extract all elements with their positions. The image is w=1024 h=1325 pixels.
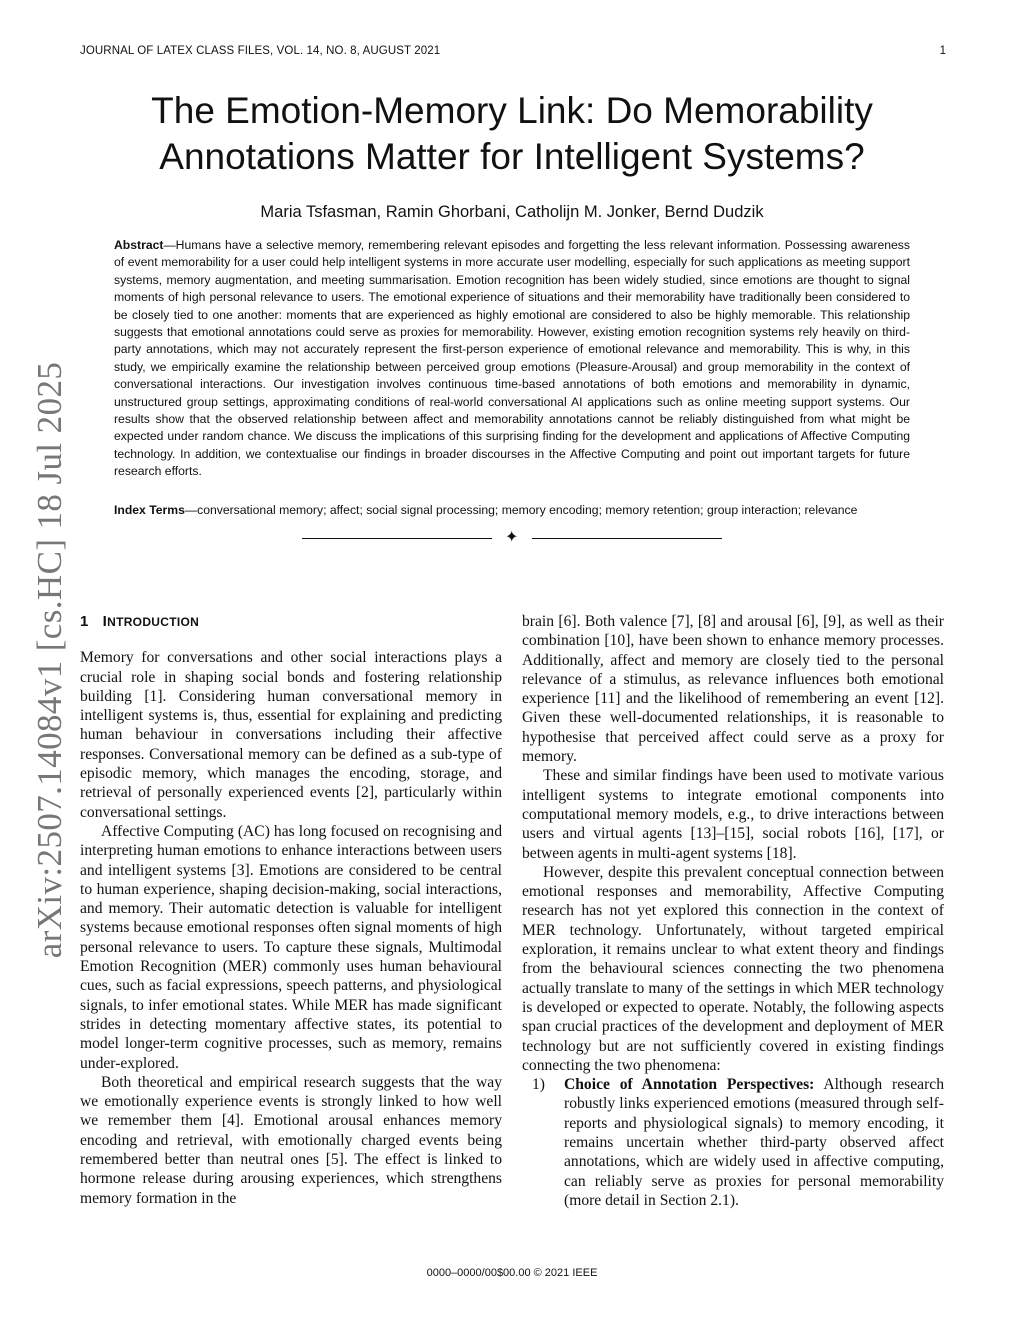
list-item-text: Although research robustly links experienced emotions (measured through self-reports and physiological signals) to memory encoding, it remains uncertain whether third-party observed affect annotations, which are widely used in affective computing, can reliably serve as proxies for personal memorability (more detail in Section 2.1). bbox=[564, 1076, 944, 1209]
arxiv-stamp: arXiv:2507.14084v1 [cs.HC] 18 Jul 2025 bbox=[30, 361, 69, 959]
paper-title: The Emotion-Memory Link: Do Memorability Annotations Matter for Intelligent Systems? bbox=[151, 90, 873, 177]
intro-paragraph-6: However, despite this prevalent conceptual connection between emotional responses and memorability, Affective Computing research has not yet explored this connection in the context of MER technology. Unfortunately, without targeted empirical exploration, it remains unclear to what extent theory and findings from the behavioural sciences connecting the two phenomena actually translate to many of the settings in which MER technology is developed or expected to operate. Notably, the following aspects span crucial practices of the development and deployment of MER technology but are not sufficiently covered in existing findings connecting the two phenomena: bbox=[522, 863, 944, 1074]
intro-paragraph-1: Memory for conversations and other social interactions plays a crucial role in shaping social bonds and fostering relationship building [1]. Considering human conversational memory in intelligent systems is, thus, essential for explaining and predicting human behaviour in conversations including their affective responses. Conversational memory can be defined as a sub-type of episodic memory, which manages the encoding, storage, and retrieval of personally experienced events [2], particularly within conversational settings. bbox=[80, 649, 502, 821]
abstract bbox=[114, 237, 910, 481]
divider-line-right bbox=[532, 538, 722, 539]
right-column bbox=[522, 612, 944, 1210]
divider-line-left bbox=[302, 538, 492, 539]
index-terms-label: Index Terms bbox=[114, 503, 185, 517]
list-item bbox=[522, 1075, 944, 1210]
intro-paragraph-4: brain [6]. Both valence [7], [8] and arousal [6], [9], as well as their combination [10], have been shown to enhance memory processes. Additionally, affect and memory are closely tied to the personal relevance of a stimulus, as relevance influences both emotional experience [11] and the likelihood of remembering an event [12]. Given these well-documented relationships, it is reasonable to hypothesise that perceived affect could serve as a proxy for memory. bbox=[522, 613, 944, 766]
list-item-body bbox=[564, 1075, 944, 1210]
divider-diamond-icon: ✦ bbox=[505, 529, 519, 546]
list-marker: 1) bbox=[532, 1076, 545, 1094]
intro-paragraph-3: Both theoretical and empirical research suggests that the way we emotionally experience events is strongly linked to how well we remember them [4]. Emotional arousal enhances memory encoding and retrieval, with emotionally charged events being remembered better than neutral ones [5]. The effect is linked to hormone release during arousing experiences, which strengthens memory formation in the bbox=[80, 1073, 502, 1207]
abstract-text: —Humans have a selective memory, remembering relevant episodes and forgetting the less relevant information. Possessing awareness of event memorability for a user could help intelligent systems in more accurate user modelling, especially for such applications as meeting support systems, memory augmentation, and meeting summarisation. Emotion recognition has been widely studied, since emotions are thought to signal moments of high personal relevance to users. The emotional experience of situations and their memorability have traditionally been considered to be closely tied to one another: moments that are experienced as highly emotional are considered to also be highly memorable. This relationship suggests that emotional annotations could serve as proxies for memorability. However, existing emotion recognition systems rely heavily on third-party annotations, which may not accurately represent the first-person experience of emotional relevance and memorability. This is why, in this study, we empirically examine the relationship between perceived group emotions (Pleasure-Arousal) and group memorability in the context of conversational interactions. Our investigation involves continuous time-based annotations of both emotions and memorability in dynamic, unstructured group settings, approximating conditions of real-world conversational AI applications such as online meeting support systems. Our results show that the observed relationship between affect and memorability annotations cannot be reliably distinguished from what might be expected under random chance. We discuss the implications of this surprising finding for the development and applications of Affective Computing technology. In addition, we contextualise our findings in broader discourses in the Affective Computing and point out important targets for future research efforts. bbox=[114, 238, 910, 479]
author-list: Maria Tsfasman, Ramin Ghorbani, Catholijn M. Jonker, Bernd Dudzik bbox=[260, 203, 764, 221]
index-terms-text: —conversational memory; affect; social signal processing; memory encoding; memory retention; group interaction; relevance bbox=[184, 503, 858, 517]
section-divider bbox=[302, 531, 722, 547]
index-terms bbox=[114, 502, 910, 519]
copyright-footer: 0000–0000/00$00.00 © 2021 IEEE bbox=[426, 1267, 598, 1279]
section-title-rest: NTRODUCTION bbox=[107, 615, 200, 629]
left-column bbox=[80, 612, 502, 1208]
aspect-list bbox=[522, 1075, 944, 1210]
intro-paragraph-2: Affective Computing (AC) has long focused on recognising and interpreting human emotions to enhance interactions between users and intelligent systems [3]. Emotions are considered to be central to human experience, shaping decision-making, social interactions, and memory. Their automatic detection is valuable for intelligent systems because emotional responses often signal moments of high personal relevance to users. To capture these signals, Multimodal Emotion Recognition (MER) commonly uses human behavioural cues, such as facial expressions, speech patterns, and physiological signals, to infer emotional states. While MER has made significant strides in detecting momentary affective states, its potential to model longer-term cognitive processes, such as memory, remains under-explored. bbox=[80, 822, 502, 1072]
intro-paragraph-5: These and similar findings have been used to motivate various intelligent systems to integrate emotional components into computational memory models, e.g., to drive interactions between users and virtual agents [13]–[15], social robots [16], [17], or between agents in multi-agent systems [18]. bbox=[522, 767, 944, 862]
section-heading bbox=[80, 612, 502, 632]
running-head: JOURNAL OF LATEX CLASS FILES, VOL. 14, NO. 8, AUGUST 2021 bbox=[80, 45, 441, 57]
section-number: 1 bbox=[80, 613, 89, 630]
section-title-first: I bbox=[102, 613, 108, 630]
page-number: 1 bbox=[939, 45, 946, 57]
abstract-label: Abstract bbox=[114, 238, 164, 252]
list-item-title: Choice of Annotation Perspectives: bbox=[564, 1076, 815, 1094]
